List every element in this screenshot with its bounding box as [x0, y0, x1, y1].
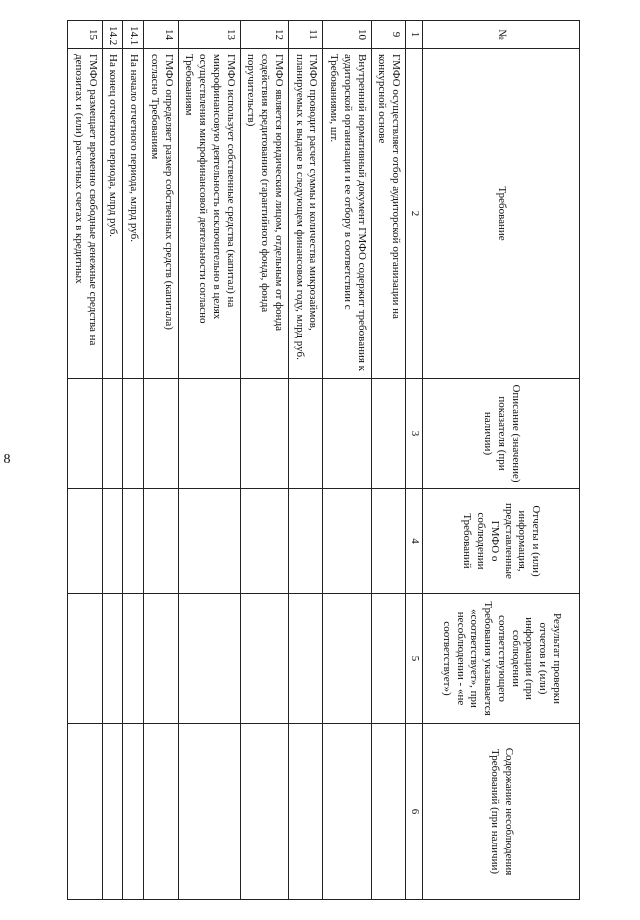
empty-cell — [123, 379, 144, 489]
table-row — [144, 21, 179, 900]
empty-cell — [371, 724, 406, 900]
requirement-text: ГМФО осуществляет отбор аудиторской организации на конкурсной основе — [371, 49, 406, 379]
empty-cell — [102, 594, 123, 724]
requirement-text: ГМФО проводит расчет суммы и количества микрозаймов, планируемых к выдаче в следующем финансовом году, млрд руб. — [289, 49, 324, 379]
requirement-text: На конец отчетного периода, млрд руб. — [102, 49, 123, 379]
empty-cell — [289, 724, 324, 900]
row-number: 9 — [371, 21, 406, 49]
row-number: 12 — [240, 21, 288, 49]
table-row — [371, 21, 406, 900]
empty-cell — [323, 724, 371, 900]
empty-cell — [289, 379, 324, 489]
requirements-table-rotated — [73, 20, 580, 900]
empty-cell — [144, 724, 179, 900]
column-number: 6 — [406, 724, 423, 900]
empty-cell — [102, 379, 123, 489]
table-row — [289, 21, 324, 900]
empty-cell — [144, 594, 179, 724]
header-description: Описание (значение) показателя (при наличии) — [423, 379, 580, 489]
requirement-text: Внутренний нормативный документ ГМФО содержит требования к аудиторской организации и ее отбору в соответствии с Требованиями, шт. — [323, 49, 371, 379]
requirement-text: ГМФО является юридическим лицом, отдельным от фонда содействия кредитованию (гарантийного фонда, фонда поручительств) — [240, 49, 288, 379]
table-row — [323, 21, 371, 900]
empty-cell — [178, 489, 240, 594]
empty-cell — [240, 594, 288, 724]
column-number: 4 — [406, 489, 423, 594]
row-number: 10 — [323, 21, 371, 49]
empty-cell — [323, 594, 371, 724]
row-number: 14.1 — [123, 21, 144, 49]
empty-cell — [289, 594, 324, 724]
row-number: 15 — [68, 21, 103, 49]
empty-cell — [240, 379, 288, 489]
header-requirement: Требование — [423, 49, 580, 379]
empty-cell — [68, 379, 103, 489]
requirement-text: ГМФО размещает временно свободные денежные средства на депозитах и (или) расчетных счетах в кредитных — [68, 49, 103, 379]
empty-cell — [144, 379, 179, 489]
row-number: 13 — [178, 21, 240, 49]
requirement-text: На начало отчетного периода, млрд руб. — [123, 49, 144, 379]
header-noncompliance: Содержание несоблюдения Требований (при наличии) — [423, 724, 580, 900]
requirements-table — [67, 20, 580, 900]
row-number: 14 — [144, 21, 179, 49]
table-header-row — [423, 21, 580, 900]
empty-cell — [68, 489, 103, 594]
empty-cell — [102, 489, 123, 594]
empty-cell — [123, 594, 144, 724]
header-reports: Отчеты и (или) информация, представленные ГМФО о соблюдении Требований — [423, 489, 580, 594]
empty-cell — [68, 724, 103, 900]
column-number: 2 — [406, 49, 423, 379]
column-number: 3 — [406, 379, 423, 489]
table-row — [240, 21, 288, 900]
column-number-row — [406, 21, 423, 900]
empty-cell — [240, 724, 288, 900]
row-number: 11 — [289, 21, 324, 49]
table-row — [123, 21, 144, 900]
empty-cell — [371, 489, 406, 594]
empty-cell — [240, 489, 288, 594]
empty-cell — [123, 724, 144, 900]
column-number: 1 — [406, 21, 423, 49]
empty-cell — [289, 489, 324, 594]
empty-cell — [102, 724, 123, 900]
empty-cell — [123, 489, 144, 594]
requirement-text: ГМФО определяет размер собственных средств (капитала) согласно Требованиям — [144, 49, 179, 379]
empty-cell — [178, 379, 240, 489]
table-row — [178, 21, 240, 900]
column-number: 5 — [406, 594, 423, 724]
requirement-text: ГМФО использует собственные средства (капитал) на микрофинансовую деятельность исключительно в целях осуществления микрофинансовой деятельности согласно Требованиям — [178, 49, 240, 379]
empty-cell — [178, 724, 240, 900]
empty-cell — [323, 489, 371, 594]
empty-cell — [68, 594, 103, 724]
page-number: 8 — [3, 452, 11, 467]
empty-cell — [323, 379, 371, 489]
empty-cell — [178, 594, 240, 724]
empty-cell — [371, 594, 406, 724]
table-row — [102, 21, 123, 900]
empty-cell — [144, 489, 179, 594]
table-row — [68, 21, 103, 900]
row-number: 14.2 — [102, 21, 123, 49]
header-check-result: Результат проверки отчетов и (или) информации (при соблюдении соответствующего Требования указывается «соответствует», при несоблюдении - «не соответствует») — [423, 594, 580, 724]
empty-cell — [371, 379, 406, 489]
header-number: № — [423, 21, 580, 49]
